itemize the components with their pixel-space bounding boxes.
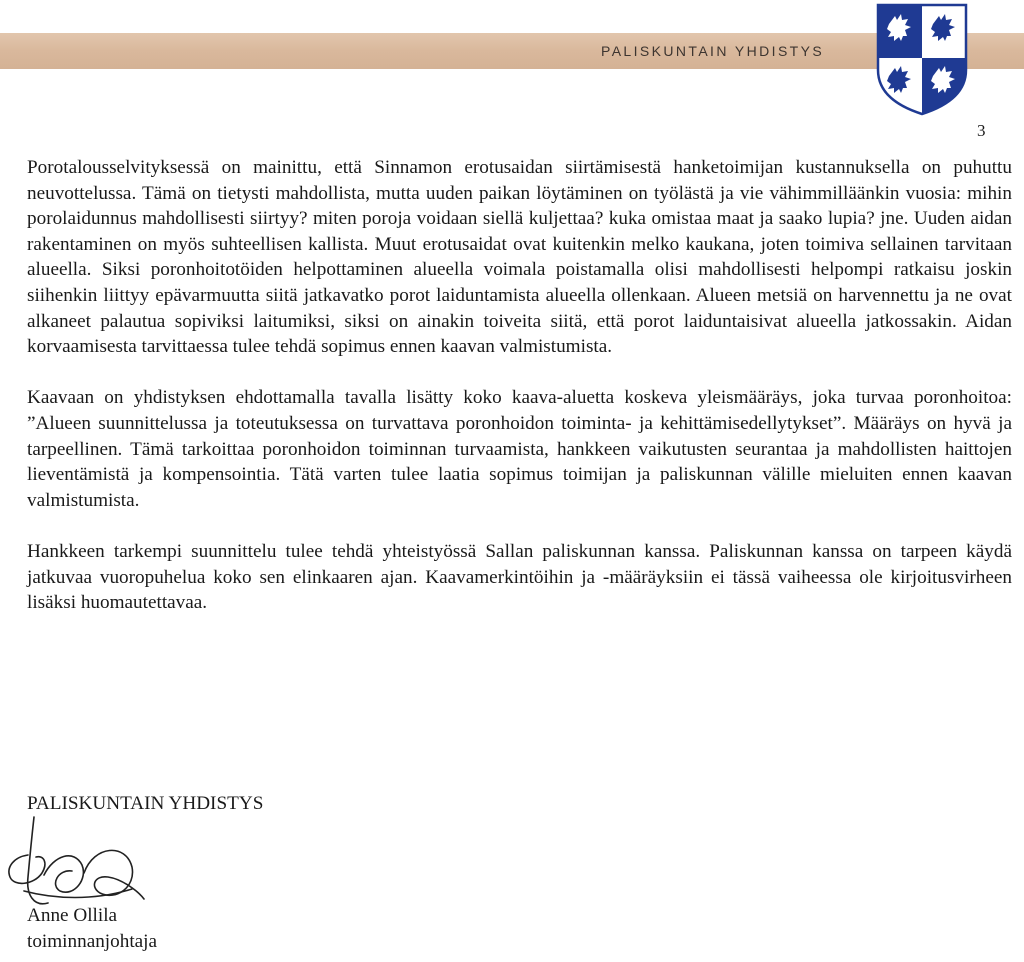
body-paragraph: Kaavaan on yhdistyksen ehdottamalla tavalla lisätty koko kaava-aluetta koskeva yleismääräys, joka turvaa poronhoitoa: ”Alueen suunnittelussa ja toteutuksessa on turvattava poronhoidon toiminta- ja kehittämisedellytykset”. Määräys on hyvä ja tarpeellinen. Tämä tarkoittaa poronhoidon toiminnan turvaamista, hankkeen vaikutusten seurantaa ja mahdollisten haittojen lieventämistä ja kompensointia. Tätä varten tulee laatia sopimus toimijan ja paliskunnan välille mieluiten ennen kaavan valmistumista. <box>27 387 1012 511</box>
handwritten-signature <box>4 815 154 915</box>
signature-organization: PALISKUNTAIN YHDISTYS <box>27 793 264 814</box>
body-paragraph: Porotalousselvityksessä on mainittu, että Sinnamon erotusaidan siirtämisestä hanketoimijan kustannuksella on puhuttu neuvottelussa. Tämä on tietysti mahdollista, mutta uuden paikan löytäminen on työlästä ja vie vähimmilläänkin vuosia: mihin porolaidunnus mahdollisesti siirtyy? miten poroja voidaan siellä kuljettaa? kuka omistaa maat ja saako lupia? jne. Uuden aidan rakentaminen on myös suhteellisen kallista. Muut erotusaidat ovat kuitenkin melko kaukana, joten toimiva sellainen tarvitaan alueella. Siksi poronhoitotöiden helpottaminen alueella voimala poistamalla olisi mahdollisesti helpompi ratkaisu joskin siihenkin liittyy epävarmuutta siitä jatkavatko porot laiduntamista alueella ollenkaan. Alueen metsiä on harvennettu ja ne ovat alkaneet palautua sopiviksi laitumiksi, siksi on ainakin toiveita siitä, että porot laiduntaisivat alueella jatkossakin. Aidan korvaamisesta tarvittaessa tulee tehdä sopimus ennen kaavan valmistumista. <box>27 157 1012 358</box>
signer-name: Anne Ollila <box>27 905 118 926</box>
page-number: 3 <box>977 121 986 140</box>
reindeer-coat-of-arms-icon <box>873 2 971 116</box>
body-paragraph: Hankkeen tarkempi suunnittelu tulee tehdä yhteistyössä Sallan paliskunnan kanssa. Paliskunnan kanssa on tarpeen käydä jatkuvaa vuoropuhelua koko sen elinkaaren ajan. Kaavamerkintöihin ja -määräyksiin ei tässä vaiheessa ole kirjoitusvirheen lisäksi huomautettavaa. <box>27 540 1012 614</box>
letterhead-organization: PALISKUNTAIN YHDISTYS <box>601 43 825 59</box>
letter-body <box>27 155 1012 641</box>
signer-title: toiminnanjohtaja <box>27 931 158 952</box>
letterhead-band <box>0 33 1024 69</box>
